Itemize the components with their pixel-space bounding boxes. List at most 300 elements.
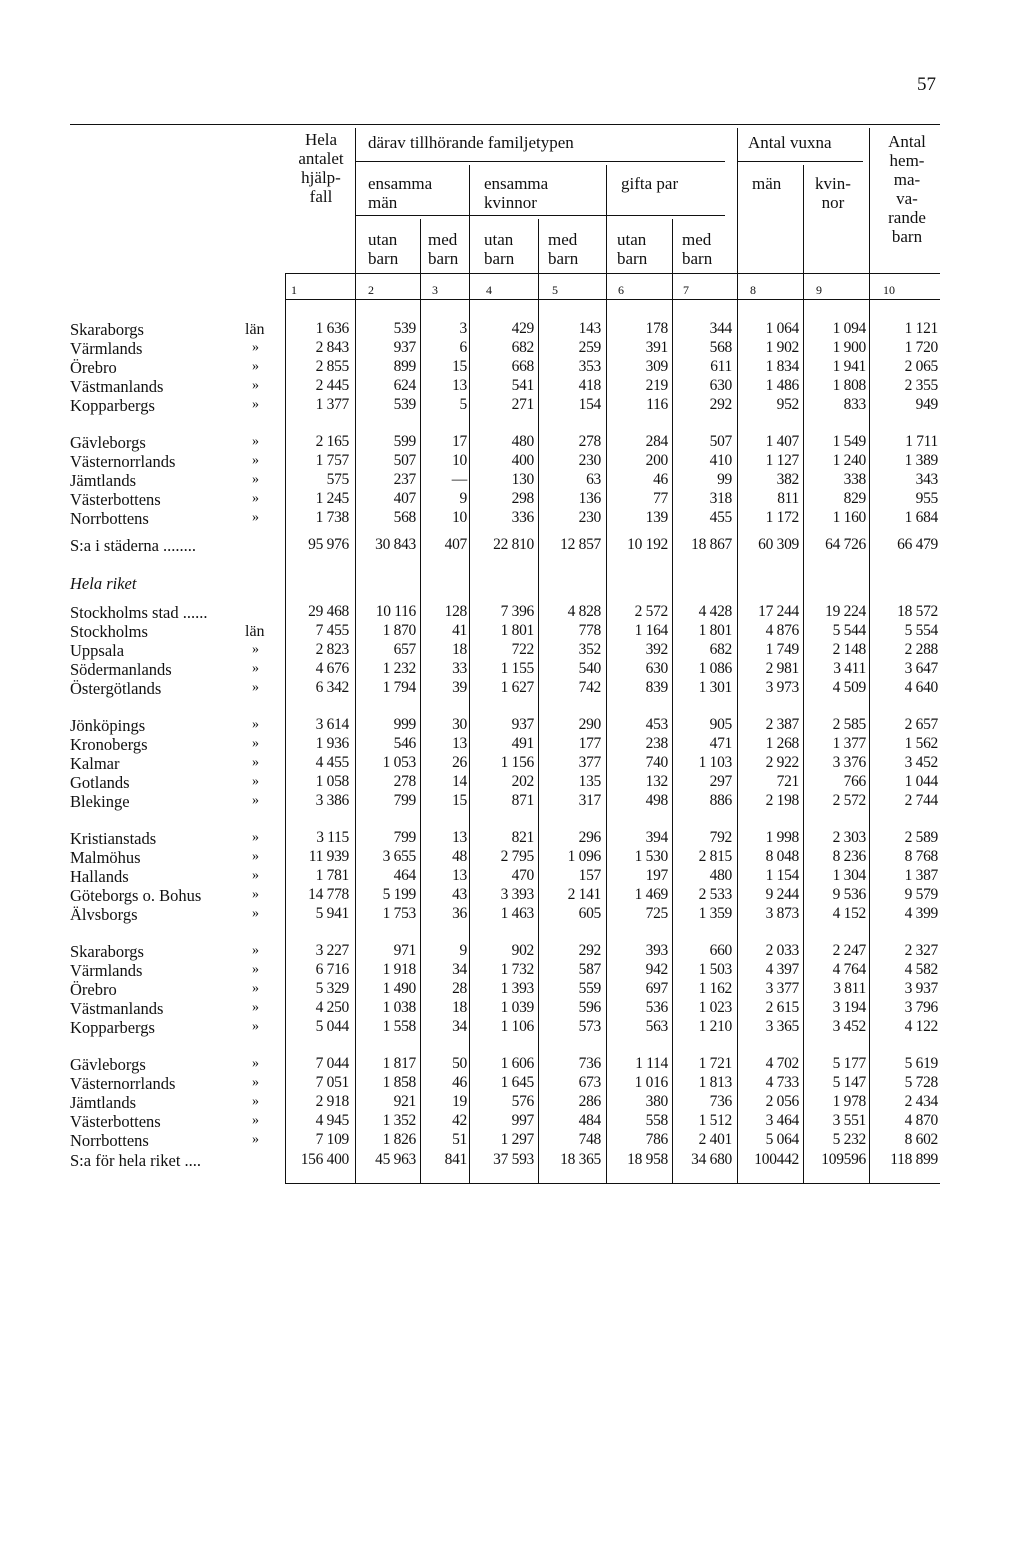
table-cell: 575 bbox=[326, 470, 349, 488]
table-cell: 45 963 bbox=[375, 1151, 416, 1168]
table-cell: 336 bbox=[511, 508, 534, 526]
row-label: Jämtlands bbox=[70, 1092, 136, 1112]
table-cell: 740 bbox=[645, 753, 668, 771]
table-cell: 1 389 bbox=[904, 451, 938, 469]
table-cell: 811 bbox=[777, 489, 799, 507]
header-kvinnor: kvin- nor bbox=[815, 174, 851, 212]
table-cell: 30 843 bbox=[375, 536, 416, 553]
table-cell: 230 bbox=[578, 451, 601, 469]
row-suffix: » bbox=[252, 358, 259, 374]
table-cell: 352 bbox=[578, 640, 601, 658]
table-cell: 353 bbox=[578, 357, 601, 375]
table-cell: 736 bbox=[709, 1092, 732, 1110]
table-cell: 1 162 bbox=[698, 979, 732, 997]
table-cell: 1 407 bbox=[765, 433, 799, 450]
row-suffix: » bbox=[252, 471, 259, 487]
row-suffix: » bbox=[252, 1093, 259, 1109]
table-cell: 156 400 bbox=[300, 1151, 349, 1168]
row-suffix: » bbox=[252, 377, 259, 393]
row-label: Hallands bbox=[70, 866, 129, 886]
table-cell: 37 593 bbox=[493, 1151, 534, 1168]
table-cell: 1 978 bbox=[832, 1092, 866, 1110]
table-cell: 10 bbox=[452, 451, 467, 469]
table-cell: 13 bbox=[452, 866, 467, 884]
table-cell: 1 794 bbox=[382, 678, 416, 696]
table-cell: 1 096 bbox=[567, 847, 601, 865]
hdr-vline-3 bbox=[606, 165, 607, 273]
table-cell: 1 826 bbox=[382, 1130, 416, 1148]
table-cell: 599 bbox=[393, 433, 416, 450]
row-label: Örebro bbox=[70, 357, 117, 377]
row-suffix: » bbox=[252, 660, 259, 676]
table-cell: 5 554 bbox=[904, 621, 938, 639]
table-cell: 271 bbox=[511, 395, 534, 413]
table-cell: 4 640 bbox=[904, 678, 938, 696]
table-cell: 2 823 bbox=[315, 640, 349, 658]
table-cell: 2 744 bbox=[904, 791, 938, 809]
table-cell: 3 937 bbox=[904, 979, 938, 997]
table-cell: 1 721 bbox=[698, 1055, 732, 1072]
table-cell: 1 606 bbox=[500, 1055, 534, 1072]
table-cell: 5 232 bbox=[832, 1130, 866, 1148]
table-cell: 799 bbox=[393, 791, 416, 809]
table-cell: 5 064 bbox=[765, 1130, 799, 1148]
table-cell: 2 401 bbox=[698, 1130, 732, 1148]
table-cell: 7 051 bbox=[315, 1073, 349, 1091]
table-cell: 136 bbox=[578, 489, 601, 507]
column-separator bbox=[285, 273, 286, 1183]
table-cell: 480 bbox=[511, 433, 534, 450]
row-label: Malmöhus bbox=[70, 847, 141, 867]
table-cell: 829 bbox=[843, 489, 866, 507]
table-cell: 1 352 bbox=[382, 1111, 416, 1129]
table-cell: 4 509 bbox=[832, 678, 866, 696]
vuxna-rule bbox=[738, 161, 863, 162]
table-cell: 766 bbox=[843, 772, 866, 790]
column-separator bbox=[869, 273, 870, 1183]
table-cell: 1 801 bbox=[500, 621, 534, 639]
table-cell: 1 503 bbox=[698, 960, 732, 978]
row-suffix: » bbox=[252, 886, 259, 902]
table-cell: 5 544 bbox=[832, 621, 866, 639]
table-cell: 1 858 bbox=[382, 1073, 416, 1091]
table-cell: 3 973 bbox=[765, 678, 799, 696]
table-cell: 673 bbox=[578, 1073, 601, 1091]
row-suffix: » bbox=[252, 641, 259, 657]
table-cell: 1 039 bbox=[500, 998, 534, 1016]
table-cell: 36 bbox=[452, 904, 467, 922]
header-utan-barn-2: utan barn bbox=[484, 230, 515, 268]
row-label: Norrbottens bbox=[70, 508, 149, 528]
table-cell: 949 bbox=[915, 395, 938, 413]
row-label: Kronobergs bbox=[70, 734, 148, 754]
header-utan-barn-3: utan barn bbox=[617, 230, 648, 268]
table-cell: 5 199 bbox=[382, 885, 416, 903]
table-cell: 2 445 bbox=[315, 376, 349, 394]
table-cell: 297 bbox=[709, 772, 732, 790]
table-cell: 1 023 bbox=[698, 998, 732, 1016]
table-cell: 64 726 bbox=[825, 536, 866, 553]
table-cell: 178 bbox=[645, 320, 668, 337]
row-suffix: » bbox=[252, 1112, 259, 1128]
table-cell: 1 038 bbox=[382, 998, 416, 1016]
table-cell: 28 bbox=[452, 979, 467, 997]
table-cell: 1 558 bbox=[382, 1017, 416, 1035]
column-number: 7 bbox=[683, 283, 689, 297]
table-cell: 22 810 bbox=[493, 536, 534, 553]
table-cell: 3 551 bbox=[832, 1111, 866, 1129]
table-cell: 3 452 bbox=[904, 753, 938, 771]
table-cell: 100442 bbox=[754, 1151, 799, 1168]
row-suffix: » bbox=[252, 961, 259, 977]
table-cell: 3 377 bbox=[765, 979, 799, 997]
table-cell: 2 303 bbox=[832, 829, 866, 846]
table-cell: 2 572 bbox=[634, 603, 668, 620]
row-suffix: » bbox=[252, 943, 259, 958]
table-cell: 1 817 bbox=[382, 1055, 416, 1072]
table-cell: 657 bbox=[393, 640, 416, 658]
row-suffix: » bbox=[252, 396, 259, 412]
table-cell: 1 530 bbox=[634, 847, 668, 865]
table-cell: — bbox=[451, 470, 467, 488]
row-label: Kopparbergs bbox=[70, 1017, 155, 1037]
table-cell: 748 bbox=[578, 1130, 601, 1148]
table-cell: 568 bbox=[709, 338, 732, 356]
table-cell: 41 bbox=[452, 621, 467, 639]
table-cell: 1 240 bbox=[832, 451, 866, 469]
table-cell: 1 106 bbox=[500, 1017, 534, 1035]
table-cell: 8 048 bbox=[765, 847, 799, 865]
table-cell: 1 127 bbox=[765, 451, 799, 469]
row-label: Södermanlands bbox=[70, 659, 172, 679]
table-cell: 660 bbox=[709, 942, 732, 959]
row-label: Värmlands bbox=[70, 960, 143, 980]
table-cell: 29 468 bbox=[308, 603, 349, 620]
table-cell: 1 549 bbox=[832, 433, 866, 450]
table-cell: 630 bbox=[709, 376, 732, 394]
hdr-vline-6 bbox=[672, 219, 673, 273]
table-cell: 1 813 bbox=[698, 1073, 732, 1091]
table-cell: 3 647 bbox=[904, 659, 938, 677]
table-cell: 1 172 bbox=[765, 508, 799, 526]
table-cell: 697 bbox=[645, 979, 668, 997]
table-cell: 33 bbox=[452, 659, 467, 677]
column-separator bbox=[538, 273, 539, 1183]
row-label: Jönköpings bbox=[70, 716, 146, 735]
header-med-barn-1: med barn bbox=[428, 230, 459, 268]
table-cell: 48 bbox=[452, 847, 467, 865]
table-cell: 2 922 bbox=[765, 753, 799, 771]
table-cell: 1 053 bbox=[382, 753, 416, 771]
table-cell: 230 bbox=[578, 508, 601, 526]
table-cell: 8 768 bbox=[904, 847, 938, 865]
table-cell: 4 250 bbox=[315, 998, 349, 1016]
table-cell: 6 bbox=[459, 338, 467, 356]
table-cell: 786 bbox=[645, 1130, 668, 1148]
table-cell: 202 bbox=[511, 772, 534, 790]
row-suffix: » bbox=[252, 905, 259, 921]
table-cell: 2 355 bbox=[904, 376, 938, 394]
table-cell: 3 115 bbox=[316, 829, 349, 846]
table-cell: 1 086 bbox=[698, 659, 732, 677]
table-cell: 3 365 bbox=[765, 1017, 799, 1035]
column-separator bbox=[672, 273, 673, 1183]
header-antal-vuxna: Antal vuxna bbox=[748, 133, 832, 152]
table-cell: 1 154 bbox=[765, 866, 799, 884]
table-cell: 1 870 bbox=[382, 621, 416, 639]
row-suffix: » bbox=[252, 754, 259, 770]
column-number: 10 bbox=[883, 283, 895, 297]
table-cell: 4 399 bbox=[904, 904, 938, 922]
table-cell: 116 bbox=[646, 395, 668, 413]
table-cell: 1 753 bbox=[382, 904, 416, 922]
table-cell: 4 582 bbox=[904, 960, 938, 978]
table-cell: 1 627 bbox=[500, 678, 534, 696]
table-cell: 971 bbox=[393, 942, 416, 959]
row-suffix: » bbox=[252, 434, 259, 449]
table-cell: 725 bbox=[645, 904, 668, 922]
table-cell: 197 bbox=[645, 866, 668, 884]
table-cell: 132 bbox=[645, 772, 668, 790]
table-cell: 9 579 bbox=[904, 885, 938, 903]
header-med-barn-2: med barn bbox=[548, 230, 579, 268]
table-cell: 309 bbox=[645, 357, 668, 375]
table-cell: 259 bbox=[578, 338, 601, 356]
table-cell: 143 bbox=[578, 320, 601, 337]
row-label: Västmanlands bbox=[70, 998, 164, 1018]
row-suffix: » bbox=[252, 1018, 259, 1034]
table-cell: 394 bbox=[645, 829, 668, 846]
table-cell: 682 bbox=[709, 640, 732, 658]
table-cell: 1 645 bbox=[500, 1073, 534, 1091]
table-cell: 1 164 bbox=[634, 621, 668, 639]
table-cell: 10 192 bbox=[627, 536, 668, 553]
table-cell: 1 808 bbox=[832, 376, 866, 394]
table-cell: 3 bbox=[459, 320, 467, 337]
column-number: 5 bbox=[552, 283, 558, 297]
table-cell: 34 bbox=[452, 1017, 467, 1035]
table-cell: 13 bbox=[452, 376, 467, 394]
row-suffix: » bbox=[252, 452, 259, 468]
row-suffix: » bbox=[252, 490, 259, 506]
table-cell: 407 bbox=[393, 489, 416, 507]
table-cell: 3 811 bbox=[833, 979, 866, 997]
row-suffix: » bbox=[252, 980, 259, 996]
top-rule bbox=[70, 124, 940, 125]
table-cell: 3 614 bbox=[315, 716, 349, 733]
table-cell: 19 bbox=[452, 1092, 467, 1110]
table-cell: 317 bbox=[578, 791, 601, 809]
table-cell: 833 bbox=[843, 395, 866, 413]
table-cell: 14 bbox=[452, 772, 467, 790]
table-cell: 2 855 bbox=[315, 357, 349, 375]
row-suffix: län bbox=[245, 321, 265, 338]
table-cell: 5 941 bbox=[315, 904, 349, 922]
table-cell: 841 bbox=[444, 1151, 467, 1168]
table-cell: 871 bbox=[511, 791, 534, 809]
table-cell: 3 393 bbox=[500, 885, 534, 903]
table-cell: 559 bbox=[578, 979, 601, 997]
table-cell: 1 094 bbox=[832, 320, 866, 337]
table-cell: 573 bbox=[578, 1017, 601, 1035]
table-cell: 278 bbox=[578, 433, 601, 450]
table-cell: 558 bbox=[645, 1111, 668, 1129]
hdr-vline-8 bbox=[803, 165, 804, 273]
table-cell: 1 936 bbox=[315, 734, 349, 752]
table-cell: 587 bbox=[578, 960, 601, 978]
table-cell: 5 728 bbox=[904, 1073, 938, 1091]
table-cell: 1 121 bbox=[904, 320, 938, 337]
column-number: 8 bbox=[750, 283, 756, 297]
table-cell: 3 376 bbox=[832, 753, 866, 771]
table-cell: 109596 bbox=[821, 1151, 866, 1168]
table-cell: 480 bbox=[709, 866, 732, 884]
column-separator bbox=[606, 273, 607, 1183]
row-label: Skaraborgs bbox=[70, 320, 144, 339]
table-cell: 1 998 bbox=[765, 829, 799, 846]
table-cell: 8 236 bbox=[832, 847, 866, 865]
table-cell: 9 536 bbox=[832, 885, 866, 903]
table-cell: 135 bbox=[578, 772, 601, 790]
table-cell: 5 147 bbox=[832, 1073, 866, 1091]
table-cell: 238 bbox=[645, 734, 668, 752]
table-cell: 1 301 bbox=[698, 678, 732, 696]
table-cell: 540 bbox=[578, 659, 601, 677]
table-cell: 4 428 bbox=[698, 603, 732, 620]
table-cell: 921 bbox=[393, 1092, 416, 1110]
table-cell: 4 455 bbox=[315, 753, 349, 771]
table-cell: 4 397 bbox=[765, 960, 799, 978]
table-cell: 19 224 bbox=[825, 603, 866, 620]
table-cell: 1 359 bbox=[698, 904, 732, 922]
header-ensamma-kvinnor: ensamma kvinnor bbox=[484, 174, 549, 212]
table-cell: 410 bbox=[709, 451, 732, 469]
row-label: Värmlands bbox=[70, 338, 143, 358]
table-cell: 1 016 bbox=[634, 1073, 668, 1091]
table-cell: 400 bbox=[511, 451, 534, 469]
table-cell: 1 058 bbox=[315, 772, 349, 790]
table-cell: 7 044 bbox=[315, 1055, 349, 1072]
table-cell: 9 bbox=[459, 942, 467, 959]
table-cell: 722 bbox=[511, 640, 534, 658]
table-cell: 343 bbox=[915, 470, 938, 488]
row-label: Kalmar bbox=[70, 753, 120, 773]
table-cell: 1 064 bbox=[765, 320, 799, 337]
table-cell: 1 044 bbox=[904, 772, 938, 790]
row-suffix: » bbox=[252, 717, 259, 732]
table-cell: 10 116 bbox=[375, 603, 416, 620]
table-cell: 17 bbox=[452, 433, 467, 450]
table-cell: 200 bbox=[645, 451, 668, 469]
table-cell: 839 bbox=[645, 678, 668, 696]
row-suffix: » bbox=[252, 1074, 259, 1090]
table-cell: 18 bbox=[452, 640, 467, 658]
table-cell: 1 562 bbox=[904, 734, 938, 752]
row-label: Kristianstads bbox=[70, 829, 157, 848]
table-cell: 43 bbox=[452, 885, 467, 903]
table-cell: 1 490 bbox=[382, 979, 416, 997]
table-cell: 13 bbox=[452, 734, 467, 752]
table-cell: 177 bbox=[578, 734, 601, 752]
row-label: Stockholms bbox=[70, 621, 148, 641]
table-cell: 118 899 bbox=[890, 1151, 938, 1168]
table-cell: 77 bbox=[653, 489, 668, 507]
hdr-vline-4 bbox=[420, 219, 421, 273]
table-cell: 1 486 bbox=[765, 376, 799, 394]
table-cell: 937 bbox=[393, 338, 416, 356]
table-cell: 1 720 bbox=[904, 338, 938, 356]
table-cell: 3 227 bbox=[315, 942, 349, 959]
table-cell: 899 bbox=[393, 357, 416, 375]
table-cell: 278 bbox=[393, 772, 416, 790]
table-cell: 1 268 bbox=[765, 734, 799, 752]
row-suffix: » bbox=[252, 830, 259, 845]
table-cell: 8 602 bbox=[904, 1130, 938, 1148]
table-cell: 455 bbox=[709, 508, 732, 526]
column-number: 6 bbox=[618, 283, 624, 297]
table-cell: 792 bbox=[709, 829, 732, 846]
table-cell: 605 bbox=[578, 904, 601, 922]
table-cell: 742 bbox=[578, 678, 601, 696]
row-label: Norrbottens bbox=[70, 1130, 149, 1150]
row-label: Jämtlands bbox=[70, 470, 136, 490]
row-suffix: » bbox=[252, 773, 259, 789]
row-label: Västmanlands bbox=[70, 376, 164, 396]
table-cell: 1 941 bbox=[832, 357, 866, 375]
table-cell: 18 bbox=[452, 998, 467, 1016]
table-cell: 1 304 bbox=[832, 866, 866, 884]
column-number: 3 bbox=[432, 283, 438, 297]
row-suffix: » bbox=[252, 867, 259, 883]
row-suffix: » bbox=[252, 509, 259, 525]
table-cell: 3 194 bbox=[832, 998, 866, 1016]
table-cell: 3 411 bbox=[833, 659, 866, 677]
table-cell: 338 bbox=[843, 470, 866, 488]
table-cell: 154 bbox=[578, 395, 601, 413]
row-label: Västerbottens bbox=[70, 489, 161, 509]
table-cell: 60 309 bbox=[758, 536, 799, 553]
table-cell: 2 247 bbox=[832, 942, 866, 959]
table-cell: 1 757 bbox=[315, 451, 349, 469]
table-cell: 139 bbox=[645, 508, 668, 526]
row-suffix: » bbox=[252, 1131, 259, 1147]
table-cell: 736 bbox=[578, 1055, 601, 1072]
table-cell: 942 bbox=[645, 960, 668, 978]
table-cell: 1 377 bbox=[315, 395, 349, 413]
table-cell: 2 572 bbox=[832, 791, 866, 809]
header-man: män bbox=[752, 174, 782, 193]
row-label: Gotlands bbox=[70, 772, 130, 792]
table-cell: 18 867 bbox=[691, 536, 732, 553]
table-cell: 30 bbox=[452, 716, 467, 733]
row-label: Östergötlands bbox=[70, 678, 162, 698]
row-label: Örebro bbox=[70, 979, 117, 999]
table-cell: 2 589 bbox=[904, 829, 938, 846]
column-number: 1 bbox=[291, 283, 297, 297]
table-cell: 539 bbox=[393, 320, 416, 337]
table-cell: 568 bbox=[393, 508, 416, 526]
table-cell: 5 bbox=[459, 395, 467, 413]
table-cell: 2 843 bbox=[315, 338, 349, 356]
table-cell: 18 572 bbox=[897, 603, 938, 620]
table-cell: 42 bbox=[452, 1111, 467, 1129]
table-cell: 1 160 bbox=[832, 508, 866, 526]
table-cell: 284 bbox=[645, 433, 668, 450]
row-label: Uppsala bbox=[70, 640, 125, 660]
table-cell: 1 834 bbox=[765, 357, 799, 375]
column-separator bbox=[355, 273, 356, 1183]
table-cell: 2 795 bbox=[500, 847, 534, 865]
